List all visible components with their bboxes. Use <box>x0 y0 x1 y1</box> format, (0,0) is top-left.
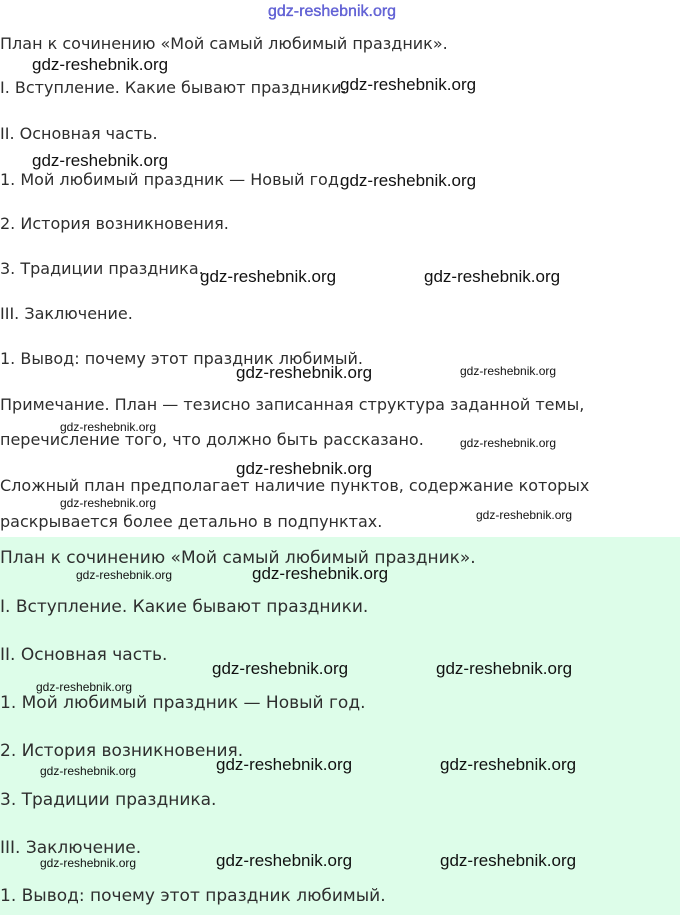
plan-conclusion: III. Заключение. <box>0 304 133 323</box>
watermark: gdz-reshebnik.org <box>32 55 169 74</box>
watermark: gdz-reshebnik.org <box>440 851 577 870</box>
plan-title: План к сочинению «Мой самый любимый праздник». <box>0 34 448 53</box>
plan-intro-2: I. Вступление. Какие бывают праздники. <box>0 597 369 617</box>
watermark: gdz-reshebnik.org <box>60 420 157 434</box>
watermark: gdz-reshebnik.org <box>252 564 389 583</box>
complex-plan-line-1: Сложный план предполагает наличие пунктов, содержание которых <box>0 476 590 495</box>
watermark: gdz-reshebnik.org <box>436 659 573 678</box>
watermark: gdz-reshebnik.org <box>460 436 557 450</box>
watermark: gdz-reshebnik.org <box>424 267 561 286</box>
plan-main-part: II. Основная часть. <box>0 124 158 143</box>
note-line-1: Примечание. План — тезисно записанная структура заданной темы, <box>0 395 585 414</box>
plan-item-1-2: 1. Мой любимый праздник — Новый год. <box>0 693 366 713</box>
complex-plan-line-2: раскрывается более детально в подпунктах. <box>0 512 383 531</box>
watermark: gdz-reshebnik.org <box>236 459 373 478</box>
watermark: gdz-reshebnik.org <box>268 3 397 20</box>
watermark: gdz-reshebnik.org <box>60 496 157 510</box>
plan-main-part-2: II. Основная часть. <box>0 645 168 665</box>
watermark: gdz-reshebnik.org <box>40 856 137 870</box>
watermark: gdz-reshebnik.org <box>212 659 349 678</box>
note-line-2: перечисление того, что должно быть рассказано. <box>0 430 424 449</box>
watermark: gdz-reshebnik.org <box>460 364 557 378</box>
plan-conclusion-2: III. Заключение. <box>0 838 142 858</box>
watermark: gdz-reshebnik.org <box>440 755 577 774</box>
watermark: gdz-reshebnik.org <box>76 568 173 582</box>
watermark: gdz-reshebnik.org <box>200 267 337 286</box>
plan-item-4-2: 1. Вывод: почему этот праздник любимый. <box>0 886 386 906</box>
plan-intro: I. Вступление. Какие бывают праздники. <box>0 78 347 97</box>
watermark: gdz-reshebnik.org <box>36 680 133 694</box>
watermark: gdz-reshebnik.org <box>216 755 353 774</box>
plan-title-2: План к сочинению «Мой самый любимый праздник». <box>0 548 476 568</box>
watermark: gdz-reshebnik.org <box>40 764 137 778</box>
watermark: gdz-reshebnik.org <box>216 851 353 870</box>
watermark: gdz-reshebnik.org <box>32 151 169 170</box>
plan-item-1: 1. Мой любимый праздник — Новый год. <box>0 170 344 189</box>
watermark: gdz-reshebnik.org <box>340 171 477 190</box>
plan-item-2-2: 2. История возникновения. <box>0 741 244 761</box>
plan-item-3: 3. Традиции праздника. <box>0 259 204 278</box>
watermark: gdz-reshebnik.org <box>340 75 477 94</box>
watermark: gdz-reshebnik.org <box>476 508 573 522</box>
plan-item-4: 1. Вывод: почему этот праздник любимый. <box>0 349 363 368</box>
watermark: gdz-reshebnik.org <box>236 363 373 382</box>
plan-item-3-2: 3. Традиции праздника. <box>0 790 217 810</box>
plan-item-2: 2. История возникновения. <box>0 214 229 233</box>
